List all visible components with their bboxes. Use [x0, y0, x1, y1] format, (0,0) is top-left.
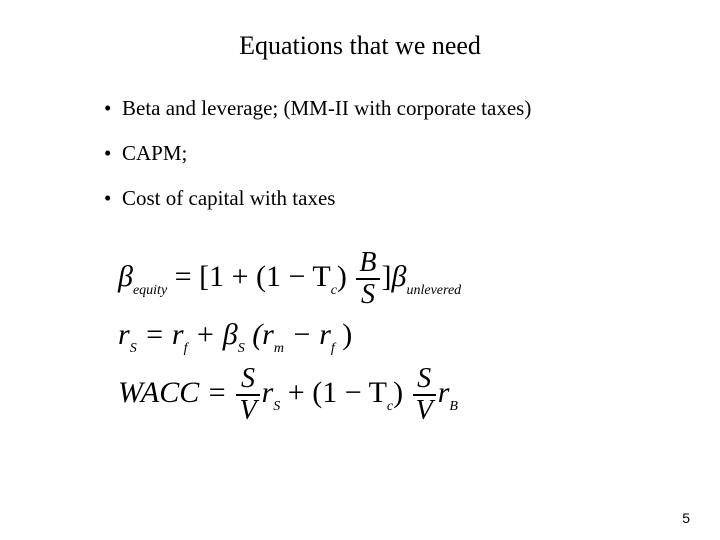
minus-rf: − r [291, 318, 331, 351]
bullet-item [104, 185, 531, 211]
equation-wacc [118, 364, 458, 426]
slide-title-text: Equations that we need [239, 31, 481, 60]
fraction-numerator: S [241, 363, 256, 394]
bullet-icon: • [104, 96, 112, 120]
close-paren: ) [336, 259, 347, 293]
close-paren: ) [393, 375, 404, 409]
subscript-c: c [386, 398, 394, 414]
beta-symbol: β [391, 259, 407, 293]
beta-symbol: β [118, 259, 133, 293]
open-rm: (r [252, 318, 274, 351]
slide-title [0, 30, 720, 62]
fraction-denominator: V [413, 394, 436, 426]
r-symbol: r [261, 375, 274, 409]
subscript-s: S [237, 341, 245, 356]
fraction-denominator: V [236, 394, 259, 426]
bullet-icon: • [104, 186, 112, 210]
subscript-f: f [183, 341, 188, 356]
fraction-numerator: B [359, 247, 377, 278]
bullet-item [104, 140, 531, 166]
equals-rf: = r [144, 318, 184, 351]
bullet-text: Beta and leverage; (MM-II with corporate taxes) [122, 96, 532, 120]
bullet-item [104, 95, 531, 121]
fraction-b-over-s [356, 248, 379, 310]
equation-beta-leverage [118, 248, 461, 310]
r-symbol: r [437, 375, 450, 409]
subscript-m: m [273, 341, 284, 356]
plus-beta: + β [195, 318, 238, 351]
fraction-numerator: S [417, 363, 432, 394]
subscript-s: S [273, 398, 281, 414]
subscript-unlevered: unlevered [406, 282, 462, 298]
bullet-icon: • [104, 141, 112, 165]
page-number: 5 [682, 510, 690, 526]
bullet-list [104, 95, 531, 230]
fraction-s-over-v [413, 364, 436, 426]
wacc-label: WACC = [118, 375, 227, 409]
subscript-b: B [449, 398, 458, 414]
fraction-s-over-v [236, 364, 259, 426]
subscript-f: f [330, 341, 335, 356]
bullet-text: Cost of capital with taxes [122, 186, 336, 210]
r-symbol: r [118, 318, 130, 351]
close-paren: ) [342, 318, 353, 351]
subscript-s: S [129, 341, 137, 356]
bullet-text: CAPM; [122, 141, 188, 165]
subscript-equity: equity [132, 282, 168, 298]
tax-term: + (1 − T [287, 375, 387, 409]
equation-capm [118, 318, 353, 356]
equation-body: = [1 + (1 − T [174, 259, 331, 293]
fraction-denominator: S [356, 278, 379, 310]
close-bracket: ] [381, 259, 392, 293]
subscript-c: c [330, 282, 337, 298]
